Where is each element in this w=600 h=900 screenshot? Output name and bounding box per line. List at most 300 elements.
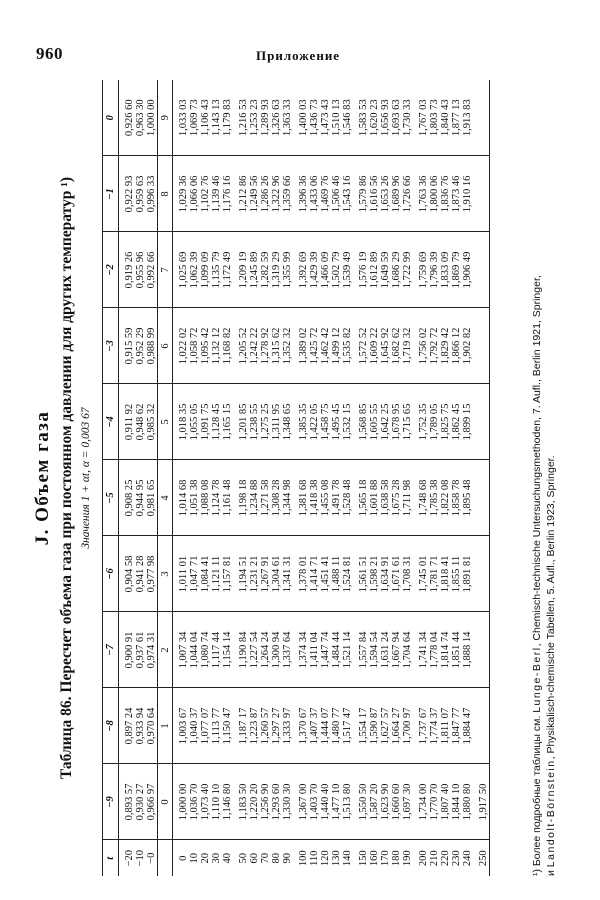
table-cell: 0,948 62 bbox=[135, 384, 146, 460]
row-t-value: 210 bbox=[429, 850, 440, 867]
table-cell: 1,106 43 bbox=[200, 80, 211, 156]
table-cell: 1,168 82 bbox=[222, 308, 233, 384]
table-cell: 1,051 38 bbox=[189, 460, 200, 536]
table-cell: 1,561 51 bbox=[353, 536, 369, 612]
table-cell: 0,933 94 bbox=[135, 688, 146, 764]
table-row bbox=[353, 80, 369, 876]
table-cell: 1,737 67 bbox=[413, 688, 429, 764]
table-cell: 1,781 71 bbox=[429, 536, 440, 612]
table-cell: 0,930 27 bbox=[135, 764, 146, 840]
table-cell: 1,300 94 bbox=[271, 612, 282, 688]
row-t-value: 0 bbox=[178, 855, 189, 861]
column-header: 2 bbox=[158, 612, 173, 688]
column-header: −2 bbox=[103, 232, 119, 308]
table-cell: 1,209 19 bbox=[233, 232, 249, 308]
table-cell: 1,099 09 bbox=[200, 232, 211, 308]
table-cell: 1,634 91 bbox=[380, 536, 391, 612]
table-cell: 1,260 57 bbox=[260, 688, 271, 764]
table-cell: 1,433 06 bbox=[309, 156, 320, 232]
table-cell: 1,554 17 bbox=[353, 688, 369, 764]
row-t-value: 90 bbox=[282, 853, 293, 864]
table-row bbox=[200, 80, 211, 876]
row-t-value: 70 bbox=[260, 853, 271, 864]
table-cell: 1,829 42 bbox=[440, 308, 451, 384]
table-cell: 1,484 44 bbox=[331, 612, 342, 688]
table-cell: 1,227 54 bbox=[249, 612, 260, 688]
table-row bbox=[440, 80, 451, 876]
table-cell: 1,836 76 bbox=[440, 156, 451, 232]
table-cell: 1,891 81 bbox=[462, 536, 473, 612]
table-cell: 1,682 62 bbox=[391, 308, 402, 384]
table-cell: 1,767 03 bbox=[413, 80, 429, 156]
table-cell: 1,436 73 bbox=[309, 80, 320, 156]
table-cell: 1,044 04 bbox=[189, 612, 200, 688]
table-cell: 1,172 49 bbox=[222, 232, 233, 308]
table-cell: 1,653 26 bbox=[380, 156, 391, 232]
table-cell: 1,678 95 bbox=[391, 384, 402, 460]
table-cell: 1,011 01 bbox=[173, 536, 190, 612]
table-cell: 1,396 36 bbox=[293, 156, 309, 232]
table-cell: 1,198 18 bbox=[233, 460, 249, 536]
table-cell: 1,587 20 bbox=[369, 764, 380, 840]
negative-block bbox=[119, 80, 158, 876]
table-cell: 1,055 05 bbox=[189, 384, 200, 460]
table-cell: 1,656 93 bbox=[380, 80, 391, 156]
table-cell: 1,330 30 bbox=[282, 764, 293, 840]
table-cell: 1,333 97 bbox=[282, 688, 293, 764]
table-row bbox=[451, 80, 462, 876]
table-cell: 1,212 86 bbox=[233, 156, 249, 232]
table-cell: 1,319 29 bbox=[271, 232, 282, 308]
table-cell: 1,414 71 bbox=[309, 536, 320, 612]
table-cell: 1,278 92 bbox=[260, 308, 271, 384]
table-cell: 1,722 99 bbox=[402, 232, 413, 308]
table-cell: 1,741 34 bbox=[413, 612, 429, 688]
positive-block bbox=[173, 80, 490, 876]
table-cell: 1,135 79 bbox=[211, 232, 222, 308]
footnote-line-1 bbox=[530, 80, 544, 876]
table-cell: 1,275 25 bbox=[260, 384, 271, 460]
table-cell: 1,466 09 bbox=[320, 232, 331, 308]
table-cell: 1,033 03 bbox=[173, 80, 190, 156]
table-cell: 1,719 32 bbox=[402, 308, 413, 384]
table-container bbox=[102, 80, 490, 876]
table-cell: 1,502 79 bbox=[331, 232, 342, 308]
table-cell: 1,873 46 bbox=[451, 156, 462, 232]
footnote-author: Lunge-Berl bbox=[531, 646, 543, 713]
table-cell: 1,517 47 bbox=[342, 688, 353, 764]
table-cell: 1,102 76 bbox=[200, 156, 211, 232]
table-cell: 1,418 38 bbox=[309, 460, 320, 536]
table-cell: 1,488 11 bbox=[331, 536, 342, 612]
table-cell: 1,917 50 bbox=[473, 764, 490, 840]
footnote bbox=[530, 80, 558, 876]
table-cell: 1,058 72 bbox=[189, 308, 200, 384]
table-cell: 0,911 92 bbox=[119, 384, 136, 460]
table-cell: 0,919 26 bbox=[119, 232, 136, 308]
table-cell: 1,601 88 bbox=[369, 460, 380, 536]
table-row bbox=[249, 80, 260, 876]
table-row bbox=[282, 80, 293, 876]
table-cell: 1,223 87 bbox=[249, 688, 260, 764]
table-cell: 1,077 07 bbox=[200, 688, 211, 764]
table-cell: 1,451 41 bbox=[320, 536, 331, 612]
table-cell: 0,900 91 bbox=[119, 612, 136, 688]
table-cell: 1,532 15 bbox=[342, 384, 353, 460]
table-cell: 1,143 13 bbox=[211, 80, 222, 156]
section-title: J. Объем газа bbox=[32, 410, 53, 546]
table-cell: 1,047 71 bbox=[189, 536, 200, 612]
table-cell: 1,154 14 bbox=[222, 612, 233, 688]
table-cell: 1,902 82 bbox=[462, 308, 473, 384]
gas-volume-table bbox=[102, 80, 490, 876]
t-blank-cell bbox=[158, 840, 173, 876]
table-cell: 1,359 66 bbox=[282, 156, 293, 232]
table-cell: 1,264 24 bbox=[260, 612, 271, 688]
row-t-value: −0 bbox=[146, 852, 157, 864]
row-t-value: 100 bbox=[298, 850, 309, 867]
table-cell: 1,910 16 bbox=[462, 156, 473, 232]
table-cell: 1,344 98 bbox=[282, 460, 293, 536]
table-cell: 0,904 58 bbox=[119, 536, 136, 612]
table-cell: 1,282 59 bbox=[260, 232, 271, 308]
table-cell: 1,877 13 bbox=[451, 80, 462, 156]
table-cell: 1,242 22 bbox=[249, 308, 260, 384]
table-cell: 1,447 74 bbox=[320, 612, 331, 688]
table-cell: 1,392 69 bbox=[293, 232, 309, 308]
table-cell: 0,963 30 bbox=[135, 80, 146, 156]
row-t-value: 20 bbox=[200, 853, 211, 864]
table-cell: 1,704 64 bbox=[402, 612, 413, 688]
table-cell: 1,840 43 bbox=[440, 80, 451, 156]
table-cell: 1,352 32 bbox=[282, 308, 293, 384]
table-cell: 0,915 59 bbox=[119, 308, 136, 384]
table-cell bbox=[473, 156, 490, 232]
row-t-value: 50 bbox=[238, 853, 249, 864]
table-cell: 1,308 28 bbox=[271, 460, 282, 536]
table-cell: 0,952 29 bbox=[135, 308, 146, 384]
table-cell: 1,847 77 bbox=[451, 688, 462, 764]
table-cell: 1,066 06 bbox=[189, 156, 200, 232]
table-cell: 1,612 89 bbox=[369, 232, 380, 308]
table-cell: 1,686 29 bbox=[391, 232, 402, 308]
table-cell: 1,084 41 bbox=[200, 536, 211, 612]
table-cell: 1,000 00 bbox=[173, 764, 190, 840]
table-cell: 1,069 73 bbox=[189, 80, 200, 156]
table-cell: 1,003 67 bbox=[173, 688, 190, 764]
table-cell: 1,862 45 bbox=[451, 384, 462, 460]
table-cell: 1,546 83 bbox=[342, 80, 353, 156]
table-row bbox=[309, 80, 320, 876]
table-cell: 1,293 60 bbox=[271, 764, 282, 840]
table-cell: 1,708 31 bbox=[402, 536, 413, 612]
table-cell: 1,763 36 bbox=[413, 156, 429, 232]
table-cell: 1,286 26 bbox=[260, 156, 271, 232]
table-cell: 1,378 01 bbox=[293, 536, 309, 612]
row-t-value: 200 bbox=[418, 850, 429, 867]
table-cell: 1,565 18 bbox=[353, 460, 369, 536]
table-cell: 1,201 85 bbox=[233, 384, 249, 460]
table-cell: 0,974 31 bbox=[146, 612, 158, 688]
table-cell: 1,000 00 bbox=[146, 80, 158, 156]
table-cell: 1,139 46 bbox=[211, 156, 222, 232]
table-cell: 1,770 70 bbox=[429, 764, 440, 840]
t-header: t bbox=[103, 840, 119, 876]
row-t-value: 180 bbox=[391, 850, 402, 867]
table-cell: 0,908 25 bbox=[119, 460, 136, 536]
table-subtitle: Значения 1 + αt, α = 0,003 67 bbox=[80, 407, 92, 549]
table-cell: 1,117 44 bbox=[211, 612, 222, 688]
footnote-text: и bbox=[545, 867, 557, 876]
table-cell: 0,944 95 bbox=[135, 460, 146, 536]
column-header: 1 bbox=[158, 688, 173, 764]
row-t-value: 160 bbox=[369, 850, 380, 867]
column-header: 8 bbox=[158, 156, 173, 232]
table-cell: 1,425 72 bbox=[309, 308, 320, 384]
table-cell bbox=[473, 384, 490, 460]
table-cell: 1,161 48 bbox=[222, 460, 233, 536]
table-cell: 1,429 39 bbox=[309, 232, 320, 308]
row-t-value: 140 bbox=[342, 850, 353, 867]
table-cell: 0,996 33 bbox=[146, 156, 158, 232]
table-cell: 1,381 68 bbox=[293, 460, 309, 536]
table-row bbox=[320, 80, 331, 876]
table-cell: 1,521 14 bbox=[342, 612, 353, 688]
table-cell: 0,985 32 bbox=[146, 384, 158, 460]
table-cell: 1,253 23 bbox=[249, 80, 260, 156]
table-cell: 1,073 40 bbox=[200, 764, 211, 840]
footnote-text: , Chemisch-technische Untersuchungsmethoden, 7. Aufl., Berlin 1921, Springer, bbox=[531, 275, 543, 647]
row-t-value: 130 bbox=[331, 850, 342, 867]
table-cell: 1,825 75 bbox=[440, 384, 451, 460]
table-cell: 1,627 57 bbox=[380, 688, 391, 764]
column-header: −4 bbox=[103, 384, 119, 460]
row-t-value: −10 bbox=[135, 850, 146, 867]
table-cell: 0,981 65 bbox=[146, 460, 158, 536]
table-cell: 1,245 89 bbox=[249, 232, 260, 308]
rotated-content bbox=[30, 78, 578, 878]
table-cell: 1,811 07 bbox=[440, 688, 451, 764]
table-cell: 1,807 40 bbox=[440, 764, 451, 840]
table-cell: 1,774 37 bbox=[429, 688, 440, 764]
running-head: Приложение bbox=[256, 48, 341, 63]
table-cell: 1,590 87 bbox=[369, 688, 380, 764]
row-t-value: 10 bbox=[189, 853, 200, 864]
table-cell: 1,667 94 bbox=[391, 612, 402, 688]
row-t-value: 220 bbox=[440, 850, 451, 867]
table-cell: 1,734 00 bbox=[413, 764, 429, 840]
table-cell: 1,304 61 bbox=[271, 536, 282, 612]
table-row bbox=[462, 80, 473, 876]
table-cell bbox=[473, 308, 490, 384]
table-row bbox=[135, 80, 146, 876]
table-cell: 1,311 95 bbox=[271, 384, 282, 460]
table-cell: 1,400 03 bbox=[293, 80, 309, 156]
table-cell: 1,440 40 bbox=[320, 764, 331, 840]
table-cell: 1,444 07 bbox=[320, 688, 331, 764]
table-cell: 1,759 69 bbox=[413, 232, 429, 308]
column-header: 6 bbox=[158, 308, 173, 384]
footnote-line-2 bbox=[544, 80, 558, 876]
table-cell: 1,091 75 bbox=[200, 384, 211, 460]
table-cell: 1,190 84 bbox=[233, 612, 249, 688]
table-cell: 1,796 39 bbox=[429, 232, 440, 308]
table-cell: 1,220 20 bbox=[249, 764, 260, 840]
table-cell: 0,893 57 bbox=[119, 764, 136, 840]
table-row bbox=[391, 80, 402, 876]
column-header: −1 bbox=[103, 156, 119, 232]
table-cell: 1,693 63 bbox=[391, 80, 402, 156]
table-cell: 1,638 58 bbox=[380, 460, 391, 536]
positive-header-block bbox=[158, 80, 173, 876]
table-cell: 1,649 59 bbox=[380, 232, 391, 308]
table-cell: 1,462 42 bbox=[320, 308, 331, 384]
table-row bbox=[222, 80, 233, 876]
table-cell: 1,458 75 bbox=[320, 384, 331, 460]
table-cell: 1,675 28 bbox=[391, 460, 402, 536]
table-cell: 1,495 45 bbox=[331, 384, 342, 460]
table-cell: 1,792 72 bbox=[429, 308, 440, 384]
table-cell: 1,348 65 bbox=[282, 384, 293, 460]
table-cell: 1,620 23 bbox=[369, 80, 380, 156]
table-cell: 1,855 11 bbox=[451, 536, 462, 612]
row-t-value: 230 bbox=[451, 850, 462, 867]
row-t-value: 120 bbox=[320, 850, 331, 867]
table-cell bbox=[473, 612, 490, 688]
table-row bbox=[146, 80, 158, 876]
table-cell: 1,645 92 bbox=[380, 308, 391, 384]
table-cell: 1,895 48 bbox=[462, 460, 473, 536]
row-t-value: 240 bbox=[462, 850, 473, 867]
header-row bbox=[103, 80, 119, 876]
table-cell: 0,955 96 bbox=[135, 232, 146, 308]
table-cell: 1,146 80 bbox=[222, 764, 233, 840]
table-cell: 1,326 63 bbox=[271, 80, 282, 156]
table-row bbox=[211, 80, 222, 876]
table-cell: 1,040 37 bbox=[189, 688, 200, 764]
table-cell: 1,888 14 bbox=[462, 612, 473, 688]
column-header: −6 bbox=[103, 536, 119, 612]
table-cell: 0,897 24 bbox=[119, 688, 136, 764]
table-cell: 1,267 91 bbox=[260, 536, 271, 612]
row-t-value: 60 bbox=[249, 853, 260, 864]
table-cell: 1,238 55 bbox=[249, 384, 260, 460]
table-cell: 1,355 99 bbox=[282, 232, 293, 308]
table-cell: 1,499 12 bbox=[331, 308, 342, 384]
row-t-value: 80 bbox=[271, 853, 282, 864]
table-cell: 1,689 96 bbox=[391, 156, 402, 232]
table-cell bbox=[473, 232, 490, 308]
table-cell: 1,407 37 bbox=[309, 688, 320, 764]
table-cell: 1,745 01 bbox=[413, 536, 429, 612]
table-cell: 1,322 96 bbox=[271, 156, 282, 232]
table-cell: 1,778 04 bbox=[429, 612, 440, 688]
table-row bbox=[293, 80, 309, 876]
table-row bbox=[380, 80, 391, 876]
table-cell: 1,752 35 bbox=[413, 384, 429, 460]
table-cell: 1,623 90 bbox=[380, 764, 391, 840]
table-cell: 1,080 74 bbox=[200, 612, 211, 688]
table-cell bbox=[473, 80, 490, 156]
table-cell: 1,216 53 bbox=[233, 80, 249, 156]
table-cell: 1,491 78 bbox=[331, 460, 342, 536]
table-cell: 0,941 28 bbox=[135, 536, 146, 612]
table-row bbox=[369, 80, 380, 876]
table-cell: 1,814 74 bbox=[440, 612, 451, 688]
column-header: −9 bbox=[103, 764, 119, 840]
table-cell: 1,183 50 bbox=[233, 764, 249, 840]
table-cell: 1,579 86 bbox=[353, 156, 369, 232]
table-cell: 1,572 52 bbox=[353, 308, 369, 384]
table-cell: 1,528 48 bbox=[342, 460, 353, 536]
table-cell: 1,913 83 bbox=[462, 80, 473, 156]
column-header: 5 bbox=[158, 384, 173, 460]
table-cell: 0,966 97 bbox=[146, 764, 158, 840]
table-cell: 1,510 13 bbox=[331, 80, 342, 156]
table-row bbox=[429, 80, 440, 876]
table-cell: 1,557 84 bbox=[353, 612, 369, 688]
table-cell: 1,642 25 bbox=[380, 384, 391, 460]
table-cell: 1,179 83 bbox=[222, 80, 233, 156]
table-cell: 1,194 51 bbox=[233, 536, 249, 612]
table-cell: 0,922 93 bbox=[119, 156, 136, 232]
table-cell bbox=[473, 688, 490, 764]
table-cell: 1,422 05 bbox=[309, 384, 320, 460]
footnote-text: , Physikalisch-chemische Tabellen, 5. Aufl., Berlin 1923, Springer. bbox=[545, 455, 557, 760]
table-cell: 1,176 16 bbox=[222, 156, 233, 232]
table-cell: 1,150 47 bbox=[222, 688, 233, 764]
table-cell: 0,926 60 bbox=[119, 80, 136, 156]
table-cell: 1,205 52 bbox=[233, 308, 249, 384]
table-cell: 1,018 35 bbox=[173, 384, 190, 460]
table-cell: 1,543 16 bbox=[342, 156, 353, 232]
table-cell: 1,899 15 bbox=[462, 384, 473, 460]
table-cell: 1,113 77 bbox=[211, 688, 222, 764]
page-number: 960 bbox=[36, 44, 63, 63]
table-cell: 0,937 61 bbox=[135, 612, 146, 688]
table-cell bbox=[473, 460, 490, 536]
table-cell: 1,851 44 bbox=[451, 612, 462, 688]
table-cell: 1,014 68 bbox=[173, 460, 190, 536]
table-cell: 1,455 08 bbox=[320, 460, 331, 536]
table-cell: 1,884 47 bbox=[462, 688, 473, 764]
table-cell: 1,477 10 bbox=[331, 764, 342, 840]
table-cell: 0,992 66 bbox=[146, 232, 158, 308]
table-cell: 1,818 41 bbox=[440, 536, 451, 612]
row-t-value: 30 bbox=[211, 853, 222, 864]
table-cell: 1,568 85 bbox=[353, 384, 369, 460]
table-cell: 1,730 33 bbox=[402, 80, 413, 156]
table-cell: 1,341 31 bbox=[282, 536, 293, 612]
table-cell: 1,062 39 bbox=[189, 232, 200, 308]
table-cell: 1,022 02 bbox=[173, 308, 190, 384]
table-cell: 1,271 58 bbox=[260, 460, 271, 536]
table-cell: 1,234 88 bbox=[249, 460, 260, 536]
table-cell: 1,337 64 bbox=[282, 612, 293, 688]
column-header: 3 bbox=[158, 536, 173, 612]
table-cell: 1,785 38 bbox=[429, 460, 440, 536]
table-cell: 1,385 35 bbox=[293, 384, 309, 460]
column-header: 0 bbox=[158, 764, 173, 840]
table-cell: 1,374 34 bbox=[293, 612, 309, 688]
table-cell: 1,256 90 bbox=[260, 764, 271, 840]
table-cell: 1,671 61 bbox=[391, 536, 402, 612]
column-header: 7 bbox=[158, 232, 173, 308]
table-cell: 1,700 97 bbox=[402, 688, 413, 764]
table-cell: 1,866 12 bbox=[451, 308, 462, 384]
table-cell: 1,609 22 bbox=[369, 308, 380, 384]
table-cell: 0,970 64 bbox=[146, 688, 158, 764]
